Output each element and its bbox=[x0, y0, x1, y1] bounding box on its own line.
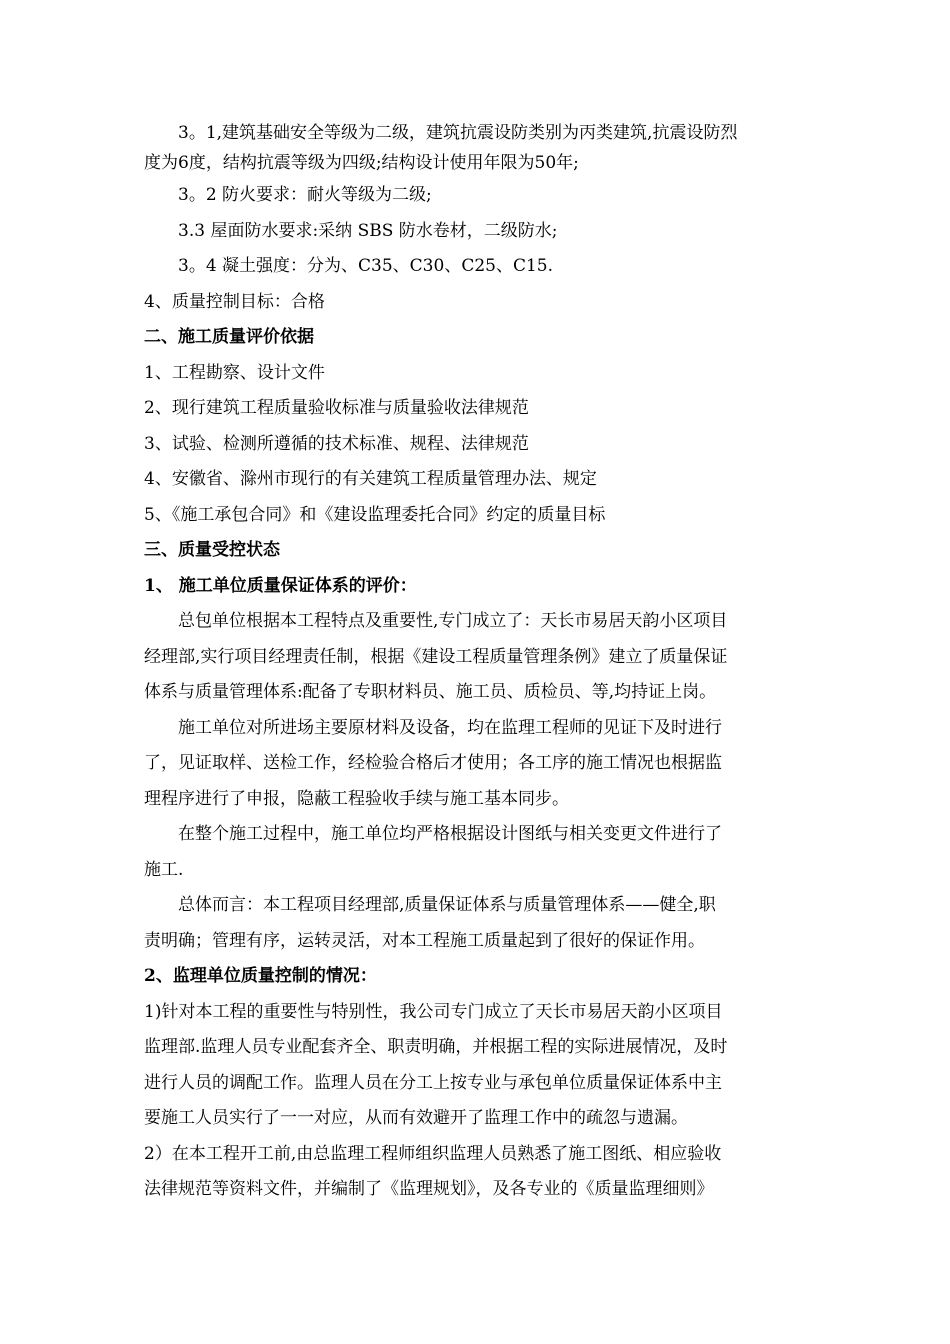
paragraph-line: 度为6度，结构抗震等级为四级;结构设计使用年限为50年; bbox=[144, 153, 579, 173]
subsection-heading: 2、监理单位质量控制的情况： bbox=[144, 966, 377, 986]
paragraph-line: 3。4 凝土强度：分为、C35、C30、C25、C15. bbox=[178, 256, 553, 276]
list-item: 5、《施工承包合同》和《建设监理委托合同》约定的质量目标 bbox=[144, 504, 606, 525]
subsection-heading: 1、 施工单位质量保证体系的评价： bbox=[144, 575, 417, 596]
paragraph-line: 施工单位对所进场主要原材料及设备，均在监理工程师的见证下及时进行 bbox=[178, 717, 722, 738]
paragraph-line: 进行人员的调配工作。监理人员在分工上按专业与承包单位质量保证体系中主 bbox=[144, 1072, 722, 1093]
paragraph-line: 3。1,建筑基础安全等级为二级，建筑抗震设防类别为丙类建筑,抗震设防烈 bbox=[178, 123, 738, 143]
list-item: 4、安徽省、滁州市现行的有关建筑工程质量管理办法、规定 bbox=[144, 469, 597, 489]
paragraph-line: 3.3 屋面防水要求:采纳 SBS 防水卷材，二级防水; bbox=[178, 220, 558, 241]
paragraph-line: 了，见证取样、送检工作，经检验合格后才使用；各工序的施工情况也根据监 bbox=[144, 753, 722, 773]
paragraph-line: 监理部.监理人员专业配套齐全、职责明确，并根据工程的实际进展情况，及时 bbox=[144, 1037, 728, 1057]
paragraph-line: 总体而言：本工程项目经理部,质量保证体系与质量管理体系——健全,职 bbox=[178, 895, 716, 915]
list-item: 2、现行建筑工程质量验收标准与质量验收法律规范 bbox=[144, 398, 529, 418]
section-heading: 三、质量受控状态 bbox=[144, 540, 280, 560]
paragraph-line: 体系与质量管理体系:配备了专职材料员、施工员、质检员、等,均持证上岗。 bbox=[144, 682, 717, 702]
document-body bbox=[144, 118, 814, 1208]
paragraph-line: 施工. bbox=[144, 859, 184, 880]
section-heading: 二、施工质量评价依据 bbox=[144, 327, 314, 347]
paragraph-line: 1)针对本工程的重要性与特别性，我公司专门成立了天长市易居天韵小区项目 bbox=[144, 1001, 723, 1022]
paragraph-line: 在整个施工过程中，施工单位均严格根据设计图纸与相关变更文件进行了 bbox=[178, 824, 722, 844]
paragraph-line: 责明确；管理有序，运转灵活，对本工程施工质量起到了很好的保证作用。 bbox=[144, 930, 705, 951]
paragraph-line: 经理部,实行项目经理责任制，根据《建设工程质量管理条例》建立了质量保证 bbox=[144, 646, 728, 667]
list-item: 3、试验、检测所遵循的技术标准、规程、法律规范 bbox=[144, 433, 529, 454]
paragraph-line: 理程序进行了申报，隐蔽工程验收手续与施工基本同步。 bbox=[144, 788, 569, 809]
paragraph-line: 3。2 防火要求：耐火等级为二级; bbox=[178, 185, 432, 205]
list-item: 1、工程勘察、设计文件 bbox=[144, 362, 325, 383]
paragraph-line: 法律规范等资料文件，并编制了《监理规划》，及各专业的《质量监理细则》 bbox=[144, 1179, 714, 1199]
paragraph-line: 要施工人员实行了一一对应，从而有效避开了监理工作中的疏忽与遗漏。 bbox=[144, 1108, 688, 1128]
paragraph-line: 总包单位根据本工程特点及重要性,专门成立了：天长市易居天韵小区项目 bbox=[178, 611, 728, 631]
paragraph-line: 4、质量控制目标：合格 bbox=[144, 291, 325, 312]
paragraph-line: 2）在本工程开工前,由总监理工程师组织监理人员熟悉了施工图纸、相应验收 bbox=[144, 1143, 722, 1164]
